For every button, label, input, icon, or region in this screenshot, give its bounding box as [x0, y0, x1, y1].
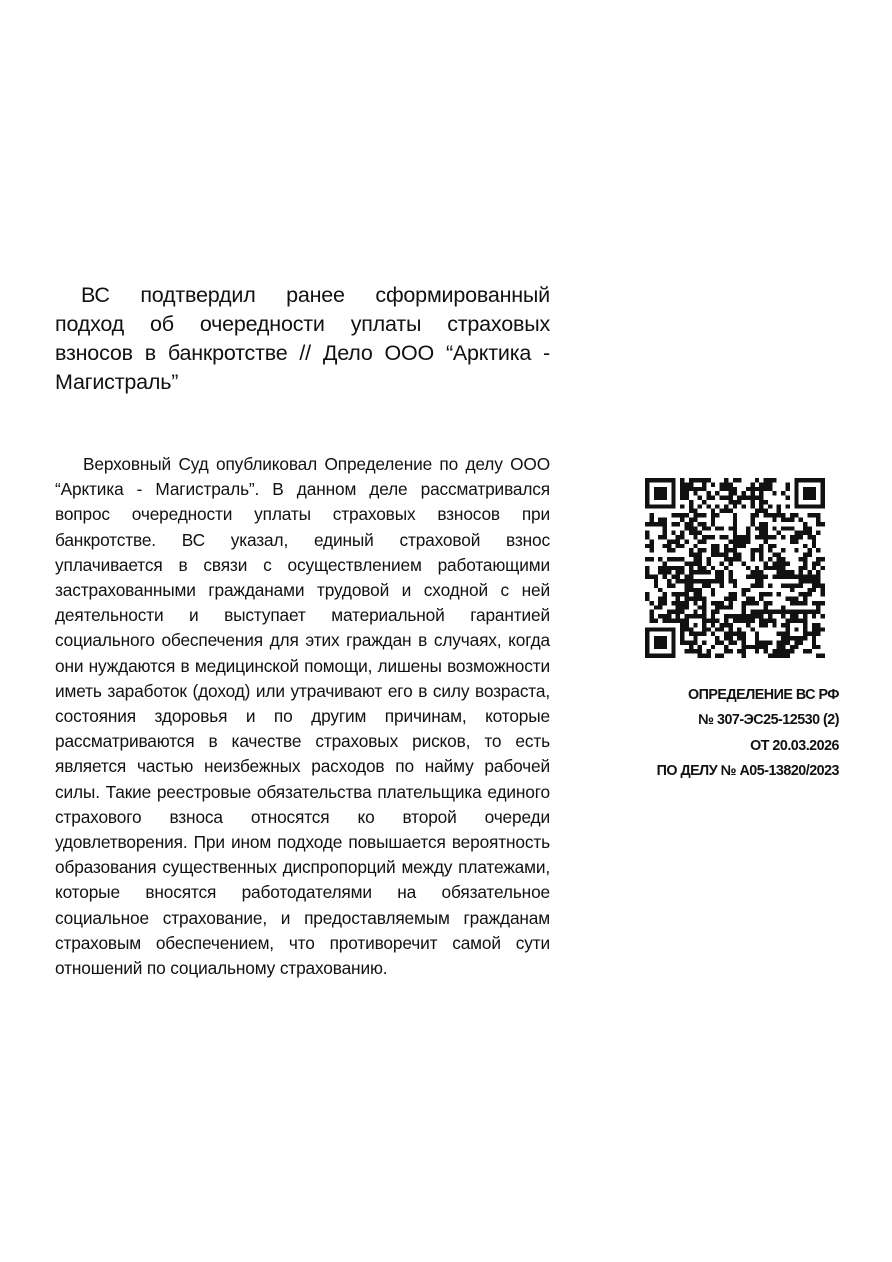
ref-date: ОТ 20.03.2026 [750, 737, 839, 754]
ref-case-number: № 307-ЭС25-12530 (2) [698, 712, 839, 729]
decision-reference [539, 683, 839, 784]
qr-code-icon[interactable] [645, 478, 825, 658]
article-body: Верховный Суд опубликовал Определение по делу ООО “Арктика - Магистраль”. В данном деле рассматривался вопрос очередности уплаты страховых взносов при банкротстве. ВС указал, единый страховой взнос уплачивается в связи с осуществлением работающими застрахованными гражданами трудовой и сходной с ней деятельности и выступает материальной гарантией социального обеспечения для этих граждан в случаях, когда они нуждаются в медицинской помощи, лишены возможности иметь заработок (доход) или утрачивают его в силу возраста, состояния здоровья и по другим причинам, которые рассматриваются в качестве страховых рисков, то есть является частью неизбежных расходов по найму рабочей силы. Такие реестровые обязательства плательщика единого страхового взноса относятся ко второй очереди удовлетворения. При ином подходе повышается вероятность образования существенных диспропорций между платежами, которые вносятся работодателями на обязательное социальное страхование, и предоставляемым гражданам страховым обеспечением, что противоречит самой сути отношений по социальному страхованию. [55, 454, 550, 979]
article-headline: ВС подтвердил ранее сформированный подход об очередности уплаты страховых взносов в банкротстве // Дело ООО “Арктика - Магистраль” [55, 283, 550, 394]
ref-arbitration-case: ПО ДЕЛУ № А05-13820/2023 [656, 762, 839, 779]
ref-court-title: ОПРЕДЕЛЕНИЕ ВС РФ [688, 687, 839, 703]
